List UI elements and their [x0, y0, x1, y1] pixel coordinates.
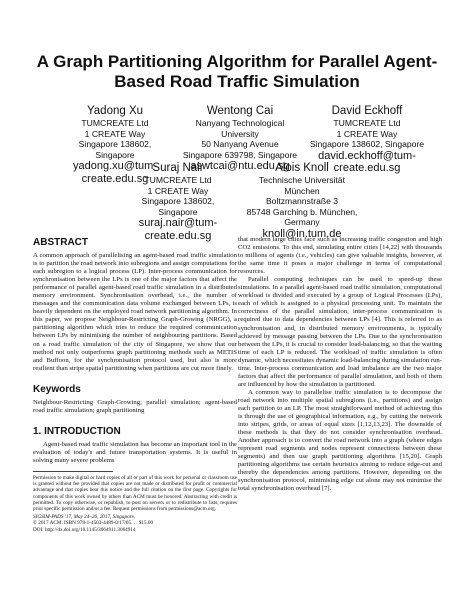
- author-email[interactable]: knoll@in.tum.de: [262, 227, 342, 240]
- author-email[interactable]: create.edu.sg: [144, 229, 212, 242]
- permission-notice: Permission to make digital or hard copies of all or part of this work for personal or classroom use is granted without fee provided that copies are not made or distributed for profit or commercial advantage and that copies bear this notice and the full citation on the first page. Copyrights for components of this work owned by others than ACM must be honored. Abstracting with credit is permitted. To copy otherwise, or republish, to post on servers or to redistribute to lists, requires prior specific permission and/or a fee. Request permissions from permissions@acm.org.: [33, 474, 237, 512]
- doi-link[interactable]: DOI: http://dx.doi.org/10.1145/3064911.3064914: [33, 526, 136, 533]
- footnote-divider: [33, 471, 113, 472]
- body-paragraph: that modern large cities face such as increasing traffic congestion and high CO2 emissions. To this end, simulating entire cities [14,22] with thousands to millions of agents (i.e., vehicles) can give valuable insights, however, at the same time it poses a major challenge in terms of computational resources.: [238, 236, 442, 276]
- author-name: David Eckhoff: [331, 105, 403, 117]
- author-email[interactable]: create.edu.sg: [333, 162, 401, 174]
- author-affiliation: TUMCREATE Ltd: [333, 118, 401, 128]
- introduction-heading: 1. INTRODUCTION: [33, 425, 121, 437]
- conference-info: SIGSIM-PADS '17, May 24–26, 2017, Singapore.: [33, 514, 136, 521]
- author-email[interactable]: david.eckhoff@tum-: [318, 149, 416, 162]
- author-email[interactable]: suraj.nair@tum-: [138, 217, 218, 229]
- author-block-4: [122, 161, 234, 242]
- author-name: Suraj Nair: [152, 162, 204, 174]
- author-affiliation: 50 Nanyang Avenue: [201, 139, 279, 149]
- body-paragraph: A common way to parallelise traffic simulation is to decompose the road network into multiple spatial subregions (i.e., partitions) and assign each partition to an LP. The most straightforward method of achieving this is through the use of geographical information, e.g., by cutting the network into stripes, grids, or areas of equal sizes [1,12,13,23]. The downside of these methods is that they do not consider synchronisation overhead. Another approach is to convert the road network into a graph (where edges represent road segments and nodes represent connections between these segments) and then use graph partitioning algorithms [15,20]. Graph partitioning algorithms use certain heuristics aiming to reduce edge-cut and thereby the dependencies among partitions. However, depending on the synchronisation protocol, minimising edge cut alone may not minimise the total synchronisation overhead [7].: [238, 388, 442, 493]
- copyright-notice: © 2017 ACM. ISBN 978-1-4503-4489-0/17/05. . . $15.00: [33, 520, 154, 527]
- author-affiliation: 85748 Garching b. München,: [246, 206, 358, 217]
- author-affiliation: Boltzmannstraße 3: [265, 196, 339, 206]
- body-paragraph: Parallel computing techniques can be used to speed-up these simulations. In a parallel agent-based road traffic simulation, computational workload is divided and executed by a group of Logical Processes (LPs), each of which is assigned to a physical processing unit. To maintain the correctness of the parallel simulation, inter-process communication is required due to data dependencies between LPs [4]. This is referred to as synchronisation and, in distributed memory environments, is typically achieved by message passing between the LPs. Due to the synchronisation between the LPs, it is crucial to consider load-balancing, so that the waiting time of each LP is reduced. The workload of traffic simulation is often dynamic, which necessitates dynamic load-balancing during simulation run-time. Inter-process communication and load imbalance are the two major factors that affect the performance of parallel simulation, and both of them are influenced by how the simulation is partitioned.: [238, 276, 442, 388]
- author-affiliation: Technische Universität: [259, 175, 345, 185]
- author-affiliation: Singapore 138602, Singapore: [141, 196, 215, 217]
- author-affiliation: TUMCREATE Ltd: [81, 118, 149, 128]
- keywords-heading: Keywords: [33, 383, 81, 395]
- author-affiliation: 1 CREATE Way: [84, 128, 146, 139]
- author-affiliation: Singapore 138602, Singapore: [78, 139, 152, 160]
- author-email[interactable]: aswtcai@ntu.edu.sg: [190, 160, 290, 172]
- introduction-text: Agent-based road traffic simulation has become an important tool in the evaluation of today's and future transportation systems. It is useful in solving many severe problems: [33, 440, 237, 464]
- abstract-text: A common approach of parallelising an agent-based road traffic simulation is to partition the road network into subregions and assign computations for each subregion to a logical process (LP). Inter-process communication for synchronisation between the LPs is one of the major factors that affect the performance of parallel agent-based road traffic simulation in a distributed memory environment. Synchronisation overhead, i.e., the number of messages and the communication data volume exchanged between LPs, is heavily dependent on the employed road network partitioning algorithm. In this paper, we propose Neighbour-Restricting Graph-Growing (NRGG), a partitioning algorithm which tries to reduce the required communication between LPs by minimising the number of neighbouring partitions. Based on a road traffic simulation of the city of Singapore, we show that our method not only outperforms graph partitioning methods such as METIS and Buffoon, for the synchronisation protocol used, but also is more resilient than stripe spatial partitioning when partitions are cut more finely.: [33, 252, 237, 372]
- author-affiliation: 1 CREATE Way: [336, 128, 398, 139]
- author-affiliation: TUMCREATE Ltd: [144, 175, 212, 185]
- abstract-heading: ABSTRACT: [33, 237, 88, 248]
- author-affiliation: 1 CREATE Way: [147, 185, 209, 196]
- author-affiliation: Germany: [284, 217, 320, 227]
- author-email[interactable]: yadong.xu@tum-: [73, 160, 157, 172]
- right-column: [238, 236, 442, 494]
- author-name: Wentong Cai: [206, 105, 274, 117]
- author-block-5: [244, 161, 360, 240]
- author-name: Yadong Xu: [86, 105, 144, 117]
- paper-title: A Graph Partitioning Algorithm for Parallel Agent-Based Road Traffic Simulation: [36, 52, 438, 91]
- author-name: Alois Knoll: [275, 162, 329, 174]
- author-affiliation: Singapore 138602, Singapore: [309, 139, 425, 149]
- keywords-text: Neighbour-Restricting Graph-Growing; parallel simulation; agent-based road traffic simulation; graph partitioning: [33, 398, 237, 414]
- left-column: [33, 236, 237, 533]
- author-affiliation: University: [221, 128, 259, 139]
- author-email[interactable]: create.edu.sg: [81, 172, 149, 185]
- author-affiliation: Nanyang Technological: [195, 118, 285, 128]
- author-affiliation: München: [284, 185, 320, 196]
- author-affiliation: Singapore 639798, Singapore: [182, 149, 298, 160]
